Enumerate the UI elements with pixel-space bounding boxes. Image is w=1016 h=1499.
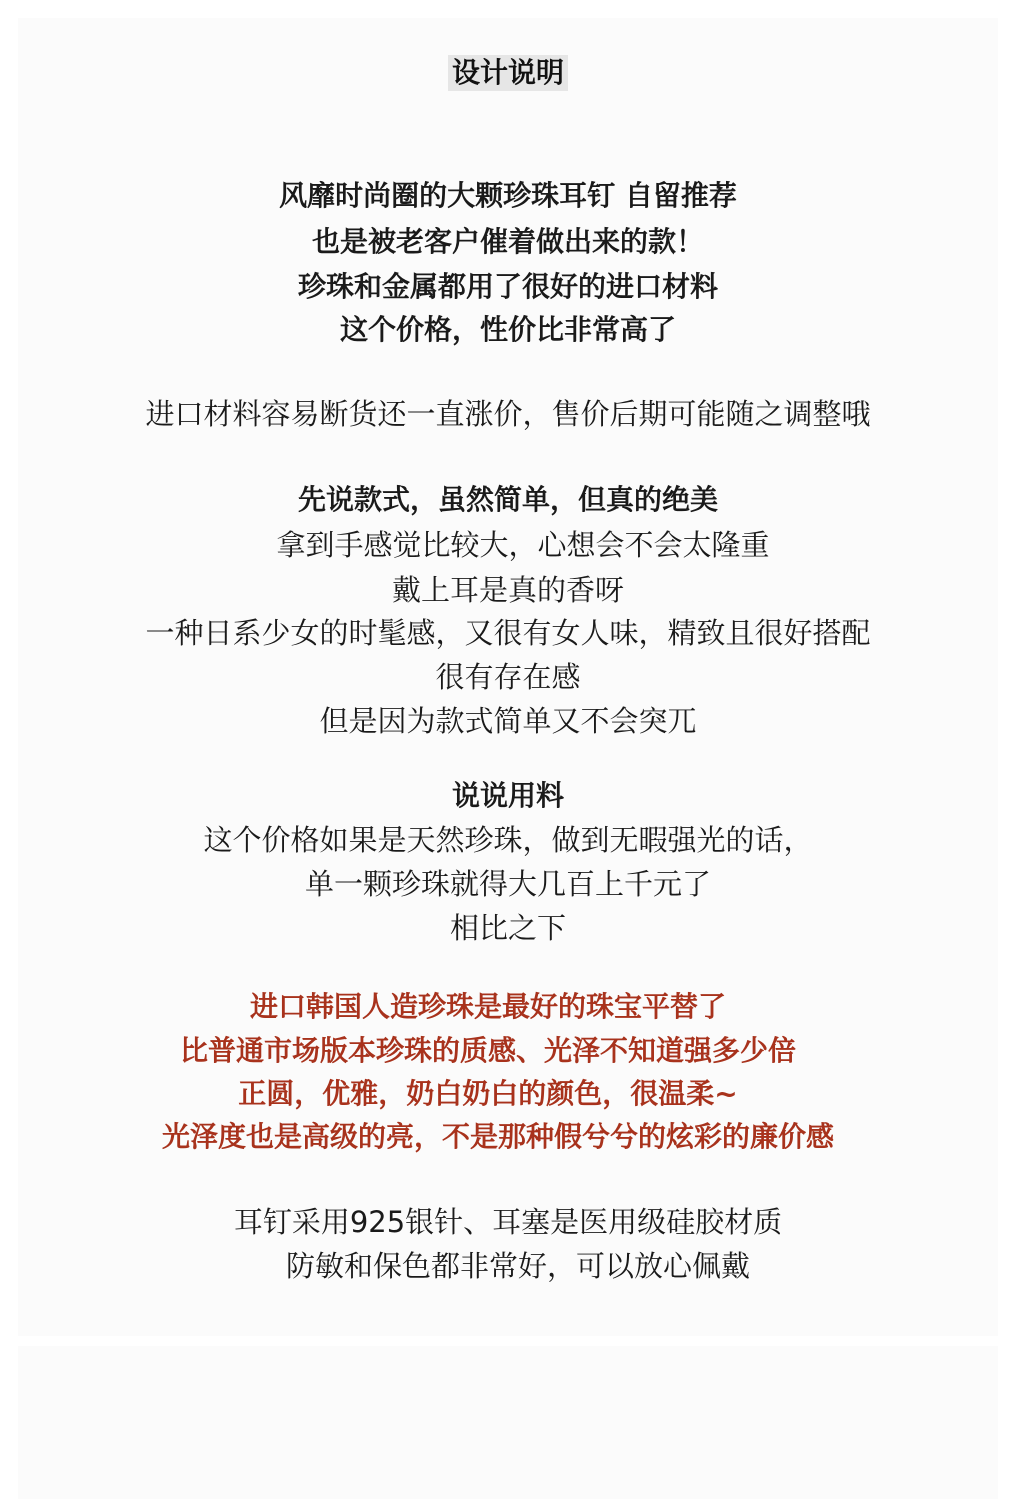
intro-line-2: 也是被老客户催着做出来的款！: [311, 225, 704, 258]
highlight-line-1: 进口韩国人造珍珠是最好的珠宝平替了: [249, 990, 726, 1023]
title-container: [0, 55, 1016, 91]
closing-line-2: 防敏和保色都非常好，可以放心佩戴: [285, 1249, 750, 1283]
highlight-line-4: 光泽度也是高级的亮，不是那种假兮兮的炫彩的廉价感: [161, 1120, 834, 1153]
style-line-4: 很有存在感: [435, 660, 581, 694]
bottom-panel: [18, 1346, 998, 1499]
page-title: 设计说明: [448, 55, 568, 91]
notice-line: 进口材料容易断货还一直涨价，售价后期可能随之调整哦: [145, 397, 871, 431]
highlight-line-2: 比普通市场版本珍珠的质感、光泽不知道强多少倍: [179, 1034, 796, 1067]
style-line-1: 拿到手感觉比较大，心想会不会太隆重: [276, 528, 770, 562]
style-line-3: 一种日系少女的时髦感，又很有女人味，精致且很好搭配: [145, 616, 871, 650]
material-heading: 说说用料: [451, 779, 564, 812]
style-line-5: 但是因为款式简单又不会突兀: [319, 704, 697, 738]
style-line-2: 戴上耳是真的香呀: [391, 573, 624, 607]
intro-line-3: 珍珠和金属都用了很好的进口材料: [297, 270, 718, 303]
intro-line-1: 风靡时尚圈的大颗珍珠耳钉 自留推荐: [279, 179, 737, 212]
style-heading: 先说款式，虽然简单，但真的绝美: [297, 483, 718, 516]
intro-line-4: 这个价格，性价比非常高了: [339, 313, 676, 346]
closing-line-1: 耳钉采用925银针、耳塞是医用级硅胶材质: [233, 1205, 783, 1239]
material-line-3: 相比之下: [449, 911, 566, 945]
material-line-1: 这个价格如果是天然珍珠，做到无暇强光的话，: [203, 823, 813, 857]
highlight-line-3: 正圆，优雅，奶白奶白的颜色，很温柔~: [238, 1077, 738, 1110]
material-line-2: 单一颗珍珠就得大几百上千元了: [304, 867, 711, 901]
